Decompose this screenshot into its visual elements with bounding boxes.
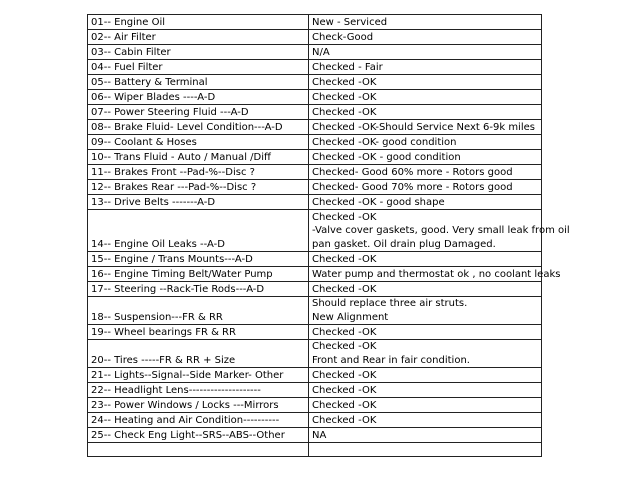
table-row	[88, 297, 542, 325]
table-row	[88, 135, 542, 150]
inspection-checklist-table	[87, 14, 570, 457]
table-row	[88, 282, 542, 297]
item-cell: 20-- Tires -----FR & RR + Size	[88, 340, 309, 368]
status-cell: New - Serviced	[309, 15, 542, 30]
empty-item-cell	[88, 443, 309, 457]
status-cell: NA	[309, 428, 542, 443]
table-row	[88, 428, 542, 443]
table-row	[88, 120, 542, 135]
status-line: Front and Rear in fair condition.	[312, 354, 470, 366]
table-row	[88, 90, 542, 105]
status-cell: Checked -OK	[309, 383, 542, 398]
item-cell: 09-- Coolant & Hoses	[88, 135, 309, 150]
status-cell: Checked -OK	[309, 398, 542, 413]
item-cell: 03-- Cabin Filter	[88, 45, 309, 60]
item-cell: 23-- Power Windows / Locks ---Mirrors	[88, 398, 309, 413]
status-cell: Checked- Good 70% more - Rotors good	[309, 180, 542, 195]
table-row	[88, 105, 542, 120]
status-line: Checked -OK	[312, 211, 377, 223]
item-cell: 13-- Drive Belts -------A-D	[88, 195, 309, 210]
item-cell: 11-- Brakes Front --Pad-%--Disc ?	[88, 165, 309, 180]
table-row	[88, 413, 542, 428]
status-cell: Checked -OK	[309, 368, 542, 383]
table-row	[88, 210, 542, 252]
status-line: New Alignment	[312, 311, 389, 323]
status-cell: Checked -OK - good shape	[309, 195, 542, 210]
table-row	[88, 383, 542, 398]
item-cell: 21-- Lights--Signal--Side Marker- Other	[88, 368, 309, 383]
table-row	[88, 180, 542, 195]
status-cell: Checked- Good 60% more - Rotors good	[309, 165, 542, 180]
table-row	[88, 195, 542, 210]
empty-table-row	[88, 443, 542, 457]
table-row	[88, 340, 542, 368]
status-cell	[309, 297, 542, 325]
item-cell: 06-- Wiper Blades ----A-D	[88, 90, 309, 105]
table-row	[88, 75, 542, 90]
item-cell: 08-- Brake Fluid- Level Condition---A-D	[88, 120, 309, 135]
empty-status-cell	[309, 443, 542, 457]
item-cell: 17-- Steering --Rack-Tie Rods---A-D	[88, 282, 309, 297]
status-line: Checked -OK	[312, 341, 377, 352]
table-row	[88, 45, 542, 60]
status-cell: Checked -OK	[309, 282, 542, 297]
item-cell: 24-- Heating and Air Condition----------	[88, 413, 309, 428]
status-cell: Checked -OK	[309, 90, 542, 105]
item-cell: 19-- Wheel bearings FR & RR	[88, 325, 309, 340]
status-cell: Checked - Fair	[309, 60, 542, 75]
table-row	[88, 165, 542, 180]
status-cell: Checked -OK - good condition	[309, 150, 542, 165]
status-cell: N/A	[309, 45, 542, 60]
table-row	[88, 267, 542, 282]
status-cell: Checked -OK	[309, 105, 542, 120]
item-cell: 25-- Check Eng Light--SRS--ABS--Other	[88, 428, 309, 443]
status-line: -Valve cover gaskets, good. Very small leak from oil	[312, 225, 570, 236]
status-line: Should replace three air struts.	[312, 298, 468, 309]
status-cell: Checked -OK	[309, 325, 542, 340]
item-cell: 10-- Trans Fluid - Auto / Manual /Diff	[88, 150, 309, 165]
item-cell: 01-- Engine Oil	[88, 15, 309, 30]
table-row	[88, 15, 542, 30]
table-row	[88, 368, 542, 383]
table-row	[88, 150, 542, 165]
table-row	[88, 325, 542, 340]
item-cell: 22-- Headlight Lens--------------------	[88, 383, 309, 398]
status-cell: Checked -OK	[309, 413, 542, 428]
status-cell: Checked -OK	[309, 252, 542, 267]
item-cell: 12-- Brakes Rear ---Pad-%--Disc ?	[88, 180, 309, 195]
status-cell	[309, 340, 542, 368]
item-cell: 07-- Power Steering Fluid ---A-D	[88, 105, 309, 120]
item-cell: 14-- Engine Oil Leaks --A-D	[88, 210, 309, 252]
table-row	[88, 398, 542, 413]
item-cell: 02-- Air Filter	[88, 30, 309, 45]
table-row	[88, 252, 542, 267]
table-row	[88, 30, 542, 45]
item-cell: 04-- Fuel Filter	[88, 60, 309, 75]
item-cell: 15-- Engine / Trans Mounts---A-D	[88, 252, 309, 267]
status-cell	[309, 210, 570, 252]
status-cell: Check-Good	[309, 30, 542, 45]
table-row	[88, 60, 542, 75]
item-cell: 16-- Engine Timing Belt/Water Pump	[88, 267, 309, 282]
status-line: pan gasket. Oil drain plug Damaged.	[312, 238, 496, 250]
item-cell: 05-- Battery & Terminal	[88, 75, 309, 90]
status-cell: Checked -OK	[309, 75, 542, 90]
status-cell: Checked -OK-Should Service Next 6-9k miles	[309, 120, 542, 135]
status-cell: Checked -OK- good condition	[309, 135, 542, 150]
status-cell: Water pump and thermostat ok , no coolant leaks	[309, 267, 542, 282]
item-cell: 18-- Suspension---FR & RR	[88, 297, 309, 325]
